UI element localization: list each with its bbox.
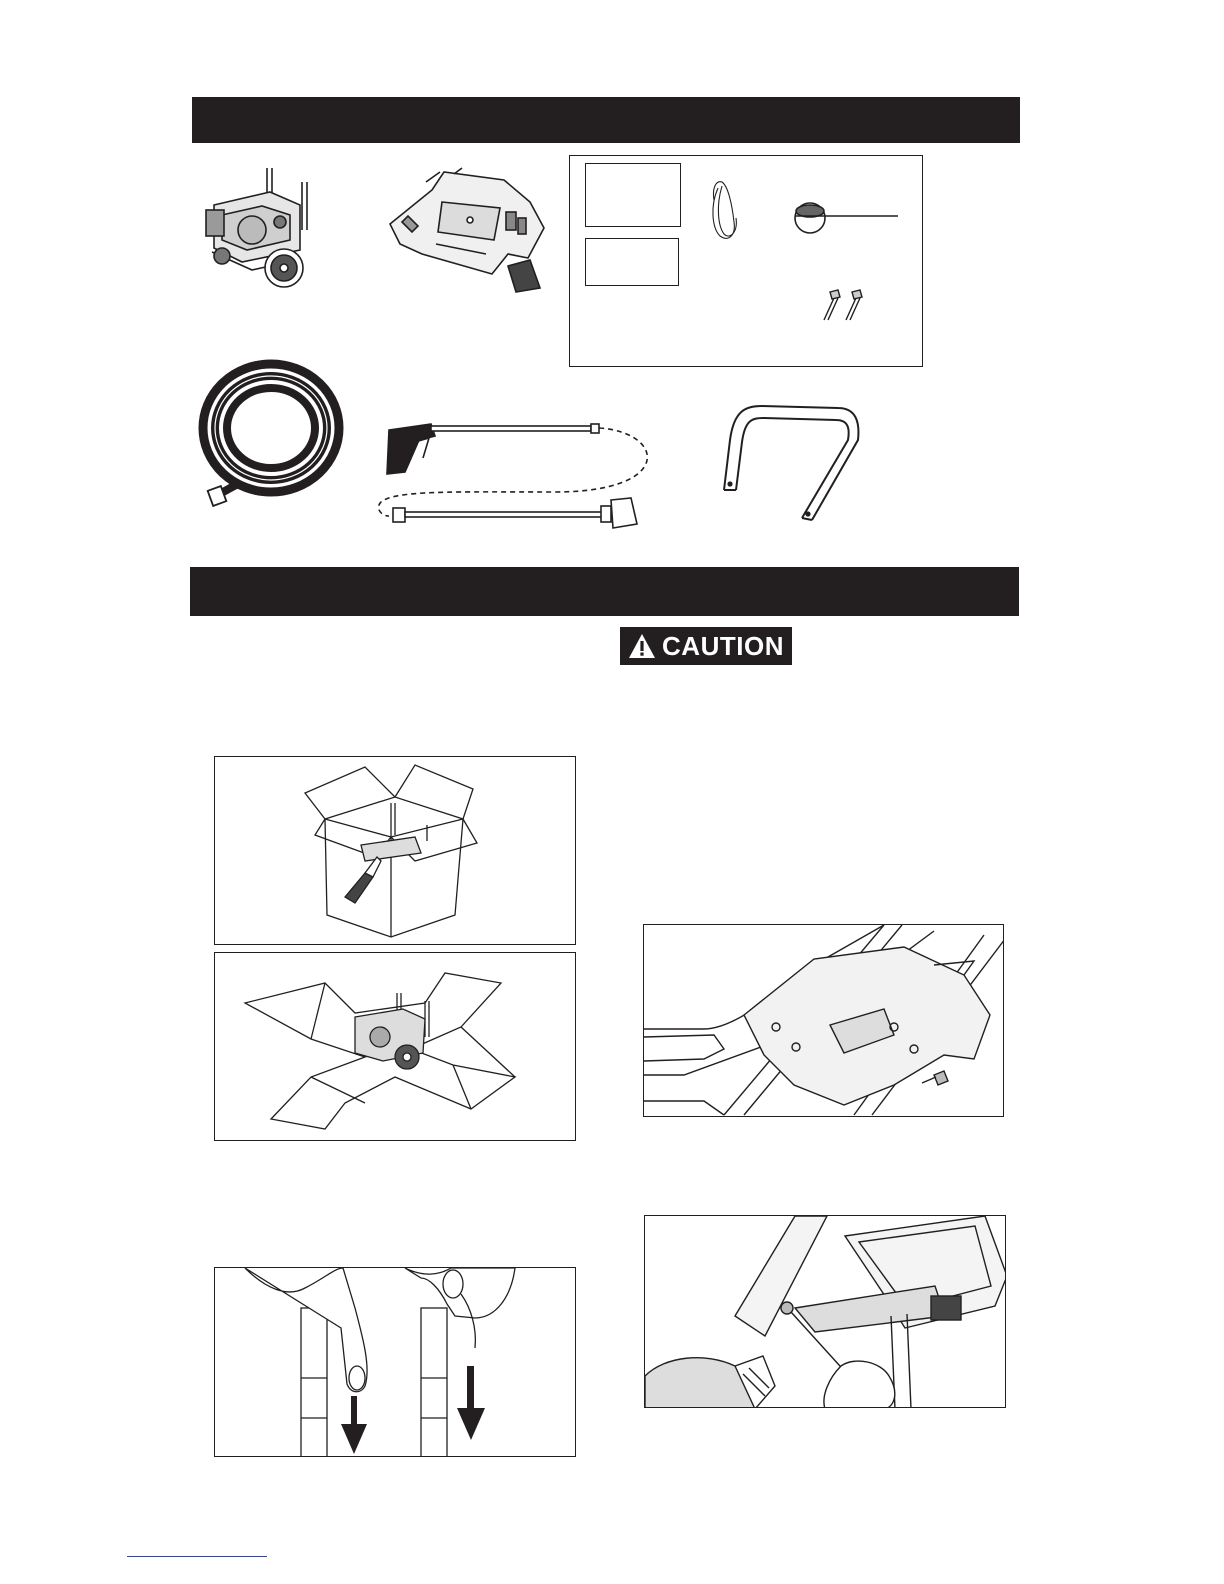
- pressure-washer-unit-image: [192, 160, 352, 292]
- caution-text: CAUTION: [662, 630, 784, 661]
- oil-cap-image: [790, 198, 900, 238]
- spray-gun-and-wand-image: [375, 412, 670, 532]
- high-pressure-hose-image: [196, 358, 346, 518]
- footer-link-underline: [127, 1556, 267, 1557]
- figure-attach-tray: [643, 924, 1004, 1117]
- warning-triangle-icon: [628, 633, 656, 659]
- figure-open-box: [214, 756, 576, 945]
- manual-booklet-image: [585, 163, 681, 227]
- bolts-image: [818, 288, 868, 324]
- section-header-bar-contents: [192, 97, 1020, 143]
- section-header-bar-assembly: [190, 567, 1019, 616]
- cleaning-wire-image: [706, 176, 756, 246]
- figure-unpacked-unit: [214, 952, 576, 1141]
- small-parts-panel: [569, 155, 923, 367]
- figure-tighten-screw: [644, 1215, 1006, 1408]
- quick-start-card-image: [585, 238, 679, 286]
- figure-handle-install: [214, 1267, 576, 1457]
- caution-label: [620, 627, 792, 665]
- accessory-tray-image: [382, 162, 552, 300]
- handle-image: [718, 400, 868, 530]
